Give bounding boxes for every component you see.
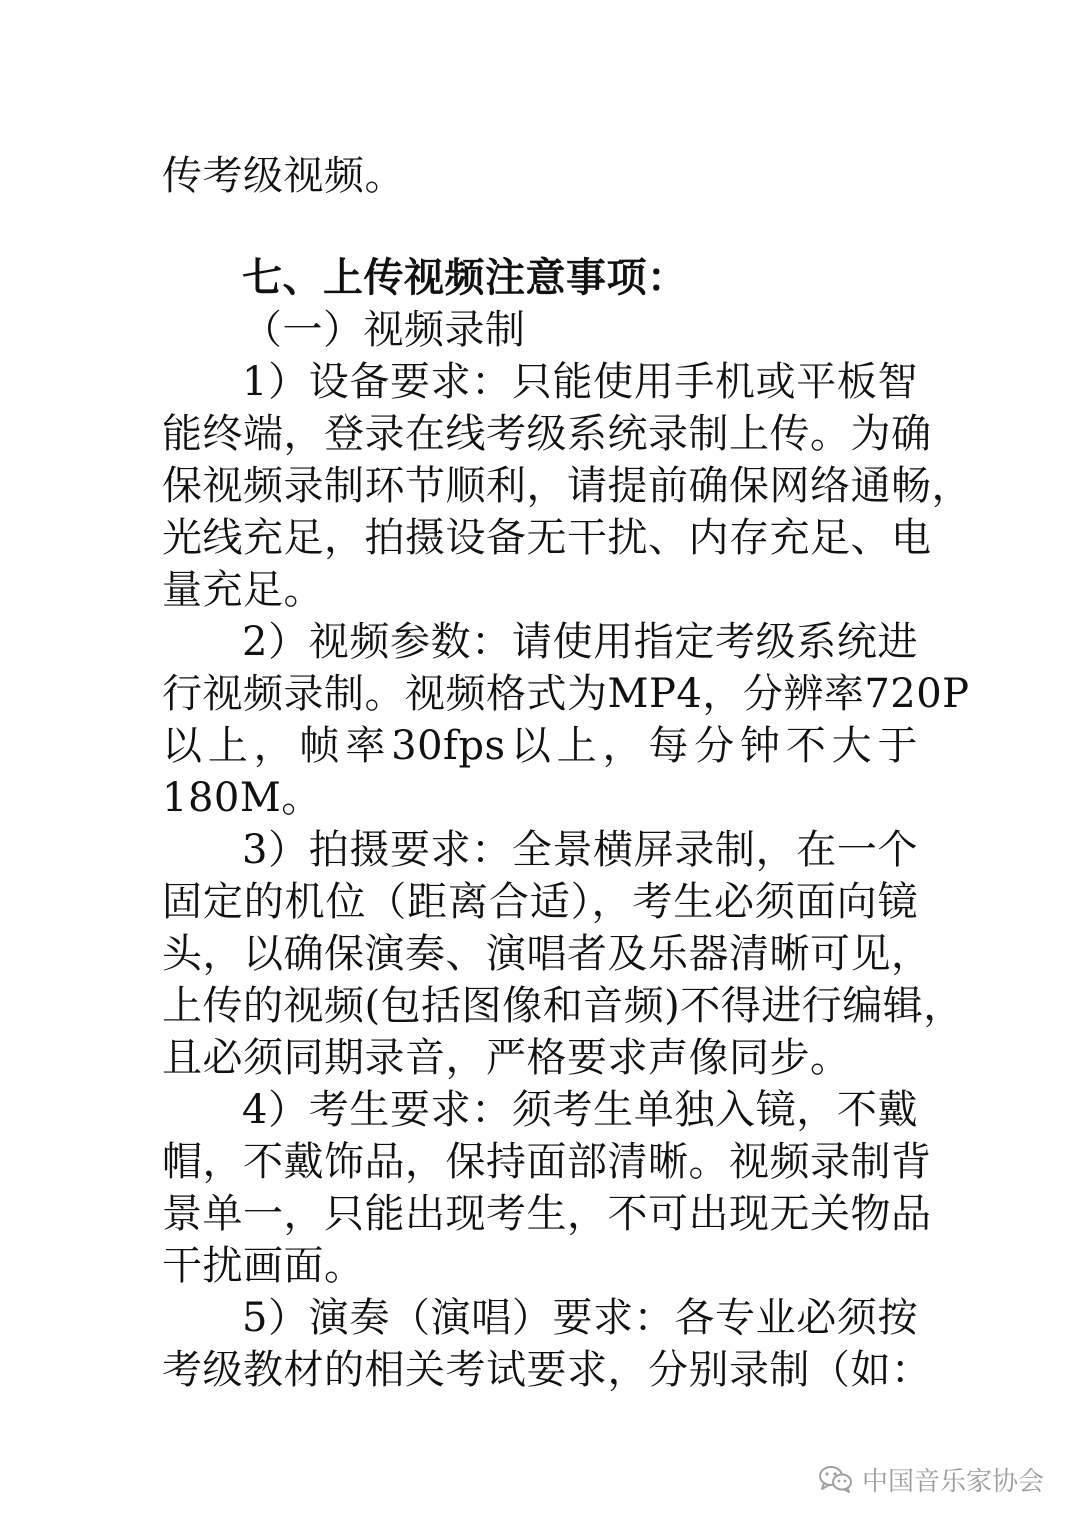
paragraph-3-line: 且必须同期录音，严格要求声像同步。	[162, 1035, 851, 1081]
paragraph-3-line: 头，以确保演奏、演唱者及乐器清晰可见，	[162, 931, 932, 977]
paragraph-4-line: 4）考生要求：须考生单独入镜，不戴	[242, 1087, 918, 1133]
paragraph-1-line: 保视频录制环节顺利，请提前确保网络通畅，	[162, 463, 972, 509]
paragraph-2-line: 行视频录制。视频格式为MP4，分辨率720P	[162, 671, 970, 717]
paragraph-4-line: 干扰画面。	[162, 1243, 365, 1289]
paragraph-4-line: 景单一，只能出现考生，不可出现无关物品	[162, 1191, 932, 1237]
paragraph-1-line: 光线充足，拍摄设备无干扰、内存充足、电	[162, 515, 932, 561]
paragraph-5-line: 考级教材的相关考试要求，分别录制（如：	[162, 1347, 932, 1393]
paragraph-1-line: 1）设备要求：只能使用手机或平板智	[242, 359, 918, 405]
paragraph-2-line: 2）视频参数：请使用指定考级系统进	[242, 619, 918, 665]
paragraph-2-line: 180M。	[162, 775, 322, 821]
paragraph-3-line: 3）拍摄要求：全景横屏录制，在一个	[242, 827, 918, 873]
paragraph-2-line: 以上，帧率30fps以上，每分钟不大于	[162, 723, 918, 769]
paragraph-4-line: 帽，不戴饰品，保持面部清晰。视频录制背	[162, 1139, 932, 1185]
paragraph-1-line: 量充足。	[162, 567, 324, 613]
paragraph-3-line: 上传的视频(包括图像和音频)不得进行编辑，	[162, 983, 964, 1029]
section-heading: 七、上传视频注意事项：	[242, 255, 688, 301]
paragraph-1-line: 能终端，登录在线考级系统录制上传。为确	[162, 411, 932, 457]
text-line: 传考级视频。	[162, 153, 405, 199]
source-watermark	[818, 1459, 1044, 1499]
paragraph-5-line: 5）演奏（演唱）要求：各专业必须按	[242, 1295, 918, 1341]
wechat-icon	[818, 1464, 854, 1494]
subsection-heading: （一）视频录制	[242, 307, 526, 353]
watermark-text: 中国音乐家协会	[861, 1466, 1044, 1497]
paragraph-3-line: 固定的机位（距离合适），考生必须面向镜	[162, 879, 918, 925]
